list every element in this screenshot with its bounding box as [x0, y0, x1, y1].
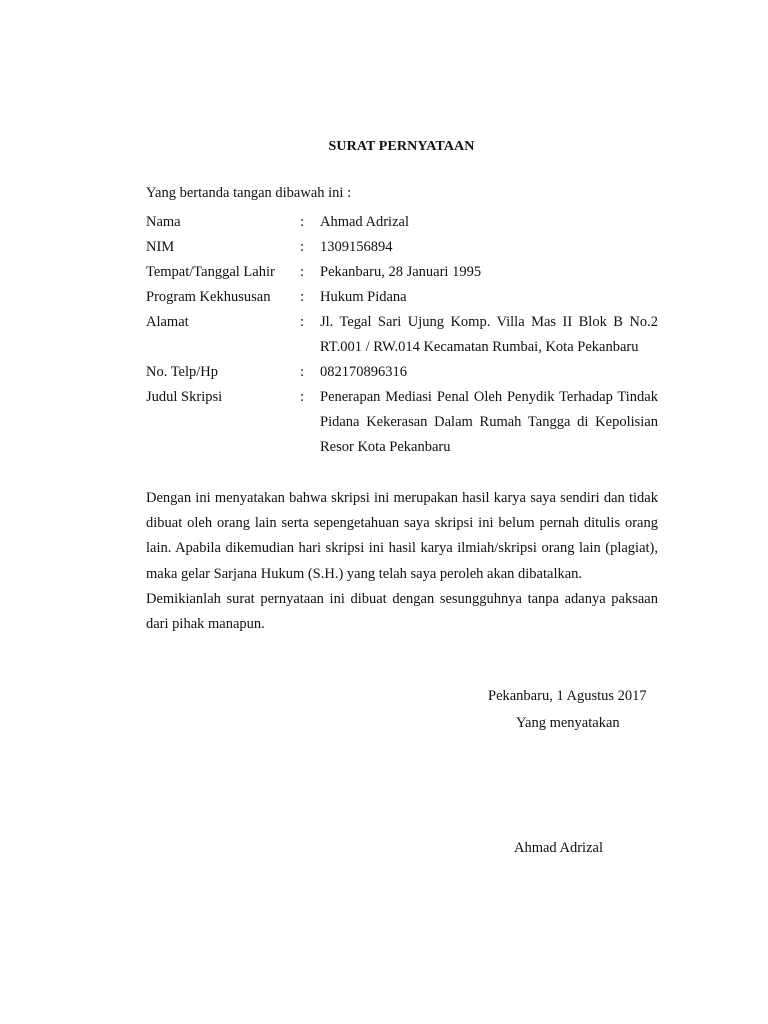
field-colon: :	[300, 314, 305, 330]
identity-fields	[146, 210, 658, 460]
field-row-telp	[146, 360, 658, 385]
field-label: Nama	[146, 214, 181, 230]
field-label: Judul Skripsi	[146, 389, 223, 405]
field-label: Alamat	[146, 314, 189, 330]
field-value: Jl. Tegal Sari Ujung Komp. Villa Mas II Blok B No.2 RT.001 / RW.014 Kecamatan Rumbai, Kota Pekanbaru	[320, 314, 658, 355]
field-value: 1309156894	[320, 239, 393, 255]
field-value: Hukum Pidana	[320, 289, 407, 305]
field-value: Ahmad Adrizal	[320, 214, 409, 230]
field-colon: :	[300, 389, 305, 405]
field-row-judul-skripsi	[146, 385, 658, 460]
field-label: Program Kekhususan	[146, 289, 271, 305]
field-label: No. Telp/Hp	[146, 364, 219, 380]
field-colon: :	[300, 239, 305, 255]
field-row-nama	[146, 210, 658, 235]
statement-paragraph: Dengan ini menyatakan bahwa skripsi ini merupakan hasil karya saya sendiri dan tidak dibuat oleh orang lain serta sepengetahuan saya skripsi ini belum pernah ditulis orang lain. Apabila dikemudian hari skripsi ini hasil karya ilmiah/skripsi orang lain (plagiat), maka gelar Sarjana Hukum (S.H.) yang telah saya peroleh akan dibatalkan.	[146, 490, 658, 582]
field-colon: :	[300, 264, 305, 280]
field-row-alamat	[146, 310, 658, 360]
document-title: SURAT PERNYATAAN	[328, 139, 475, 154]
field-value: 082170896316	[320, 364, 407, 380]
intro-text: Yang bertanda tangan dibawah ini :	[146, 185, 352, 201]
field-value: Penerapan Mediasi Penal Oleh Penydik Terhadap Tindak Pidana Kekerasan Dalam Rumah Tangga di Kepolisian Resor Kota Pekanbaru	[320, 389, 658, 455]
signer-name: Ahmad Adrizal	[514, 840, 603, 856]
field-row-tempat-tanggal-lahir	[146, 260, 658, 285]
field-row-nim	[146, 235, 658, 260]
field-value: Pekanbaru, 28 Januari 1995	[320, 264, 482, 280]
statement-body	[146, 486, 658, 637]
place-date: Pekanbaru, 1 Agustus 2017	[488, 688, 647, 704]
field-colon: :	[300, 289, 305, 305]
signer-role: Yang menyatakan	[516, 715, 620, 731]
field-colon: :	[300, 214, 305, 230]
field-colon: :	[300, 364, 305, 380]
field-label: Tempat/Tanggal Lahir	[146, 264, 275, 280]
field-row-program-kekhususan	[146, 285, 658, 310]
closing-paragraph: Demikianlah surat pernyataan ini dibuat dengan sesungguhnya tanpa adanya paksaan dari pihak manapun.	[146, 590, 658, 633]
field-label: NIM	[146, 239, 175, 255]
